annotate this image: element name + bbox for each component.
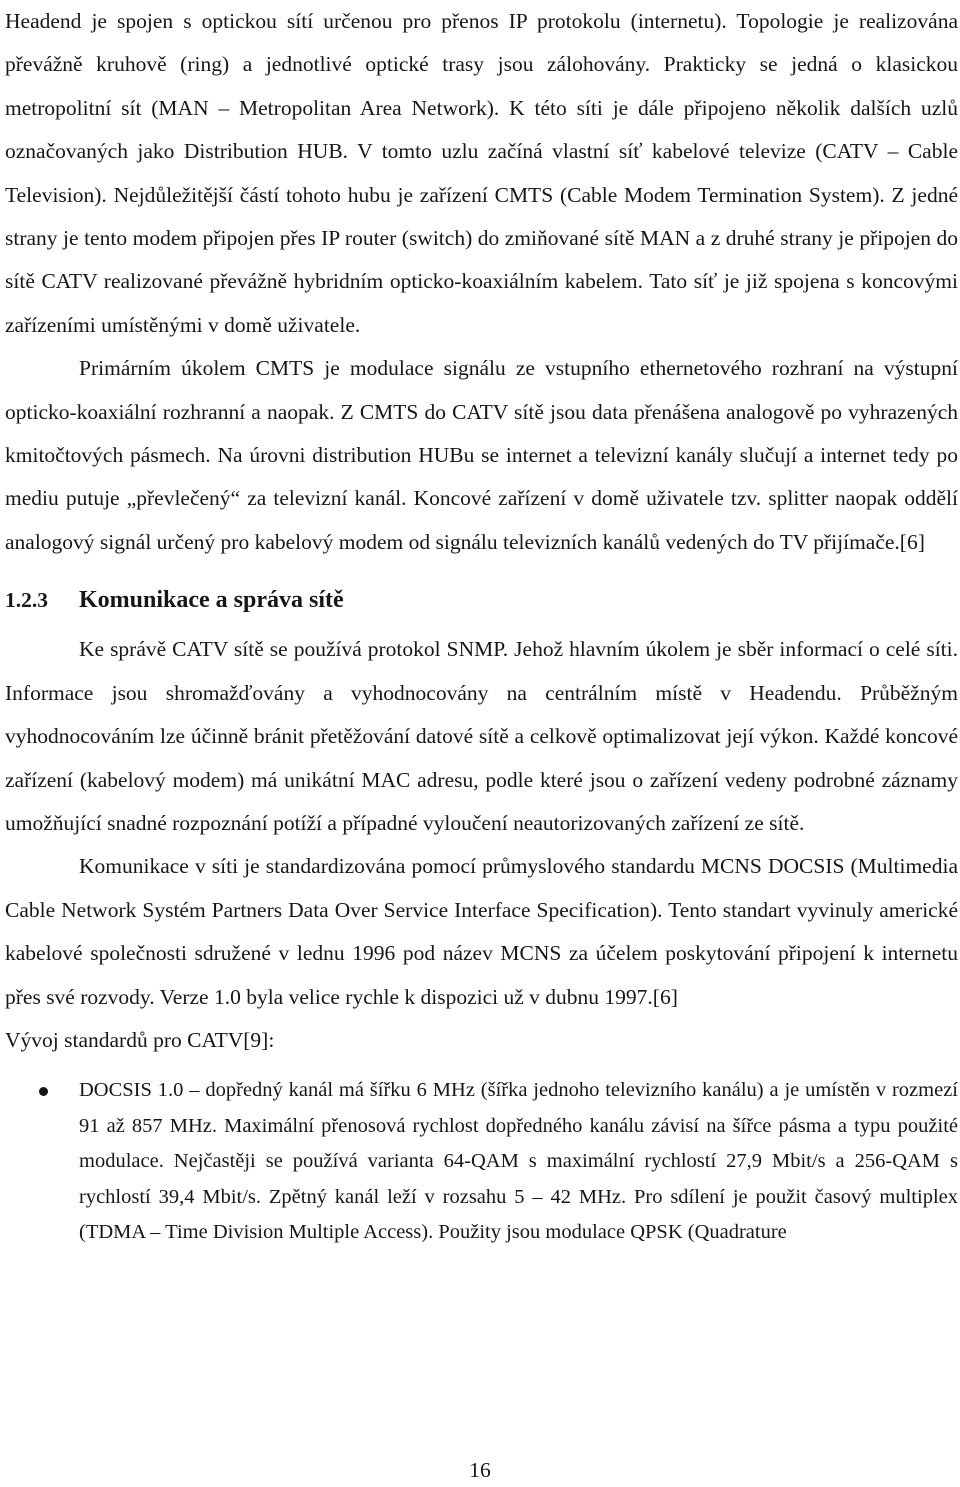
section-number: 1.2.3 <box>5 588 48 613</box>
document-page <box>5 0 958 1250</box>
intro-paragraph-1: Headend je spojen s optickou sítí určenou pro přenos IP protokolu (internetu). Topologie je realizována převážně kruhově (ring) a jednotlivé optické trasy jsou zálohovány. Prakticky se jedná o klasickou metropolitní sít (MAN – Metropolitan Area Network). K této síti je dále připojeno několik dalších uzlů označovaných jako Distribution HUB. V tomto uzlu začíná vlastní síť kabelové televize (CATV – Cable Television). Nejdůležitější částí tohoto hubu je zařízení CMTS (Cable Modem Termination System). Z jedné strany je tento modem připojen přes IP router (switch) do zmiňované sítě MAN a z druhé strany je připojen do sítě CATV realizované převážně hybridním opticko-koaxiálním kabelem. Tato síť je již spojena s koncovými zařízeními umístěnými v domě uživatele. <box>5 9 958 337</box>
list-item <box>5 1073 958 1250</box>
list-item-text: DOCSIS 1.0 – dopředný kanál má šířku 6 MHz (šířka jednoho televizního kanálu) a je umístěn v rozmezí 91 až 857 MHz. Maximální přenosová rychlost dopředného kanálu závisí na šířce pásma a typu použité modulace. Nejčastěji se používá varianta 64-QAM s maximální rychlostí 27,9 Mbit/s a 256-QAM s rychlostí 39,4 Mbit/s. Zpětný kanál leží v rozsahu 5 – 42 MHz. Pro sdílení je použit časový multiplex (TDMA – Time Division Multiple Access). Použity jsou modulace QPSK (Quadrature <box>79 1079 958 1243</box>
standards-list <box>5 1073 958 1250</box>
section-heading <box>5 572 958 628</box>
intro-paragraph-2: Primárním úkolem CMTS je modulace signálu ze vstupního ethernetového rozhraní na výstupní opticko-koaxiální rozhranní a naopak. Z CMTS do CATV sítě jsou data přenášena analogově po vyhrazených kmitočtových pásmech. Na úrovni distribution HUBu se internet a televizní kanály slučují a internet tedy po mediu putuje „převlečený“ za televizní kanál. Koncové zařízení v domě uživatele tzv. splitter naopak oddělí analogový signál určený pro kabelový modem od signálu televizních kanálů vedených do TV přijímače.[6] <box>5 356 958 554</box>
section-paragraph-1: Ke správě CATV sítě se používá protokol SNMP. Jehož hlavním úkolem je sběr informací o celé síti. Informace jsou shromažďovány a vyhodnocovány na centrálním místě v Headendu. Průběžným vyhodnocováním lze účinně bránit přetěžování datové sítě a celkově optimalizovat její výkon. Každé koncové zařízení (kabelový modem) má unikátní MAC adresu, podle které jsou o zařízení vedeny podrobné záznamy umožňující snadné rozpoznání potíží a případné vyloučení neautorizovaných zařízení ze sítě. <box>5 637 958 835</box>
page-number: 16 <box>469 1458 491 1482</box>
section-paragraph-2: Komunikace v síti je standardizována pomocí průmyslového standardu MCNS DOCSIS (Multimedia Cable Network Systém Partners Data Over Service Interface Specification). Tento standart vyvinuly americké kabelové společnosti sdružené v lednu 1996 pod název MCNS za účelem poskytování připojení k internetu přes své rozvody. Verze 1.0 byla velice rychle k dispozici už v dubnu 1997.[6] <box>5 854 958 1009</box>
section-title: Komunikace a správa sítě <box>79 587 344 614</box>
bullet-icon <box>39 1087 48 1096</box>
list-intro: Vývoj standardů pro CATV[9]: <box>5 1027 275 1052</box>
